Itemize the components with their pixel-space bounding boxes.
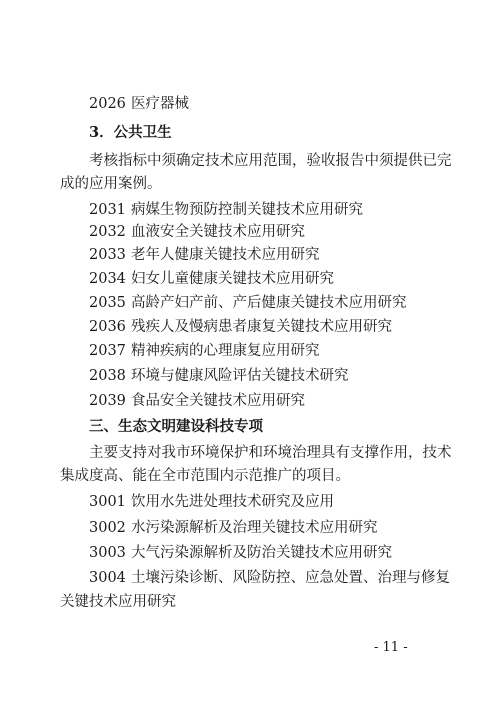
item-code: 3001: [89, 494, 126, 510]
list-item: [89, 201, 363, 219]
item-code: 3003: [89, 545, 126, 561]
item-text: 大气污染源解析及防治关键技术应用研究: [131, 545, 392, 561]
item-code: 2039: [89, 393, 126, 409]
list-item: [89, 493, 334, 511]
list-item: [89, 246, 320, 264]
list-item: [89, 270, 334, 288]
item-code: 3002: [89, 520, 126, 536]
item-text: 老年人健康关键技术应用研究: [131, 247, 320, 263]
item-2026: [89, 95, 189, 113]
list-item: [89, 367, 349, 385]
list-item: [89, 318, 392, 336]
item-code: 2032: [89, 224, 126, 240]
item-text: 病媒生物预防控制关键技术应用研究: [131, 202, 363, 218]
item-text: 血液安全关键技术应用研究: [131, 224, 305, 240]
list-item: [89, 569, 450, 587]
item-code: 3004: [89, 570, 126, 586]
item-text: 高龄产妇产前、产后健康关键技术应用研究: [131, 295, 407, 311]
item-code: 2034: [89, 271, 126, 287]
page-number: - 11 -: [374, 640, 408, 655]
list-item: [89, 223, 305, 241]
paragraph-line-2: 成的应用案例。: [60, 176, 162, 192]
paragraph-line-2: 集成度高、能在全市范围内示范推广的项目。: [60, 468, 350, 484]
item-code: 2031: [89, 202, 126, 218]
item-code: 2037: [89, 343, 126, 359]
item-text: 环境与健康风险评估关键技术研究: [131, 368, 349, 384]
list-item: [89, 294, 407, 312]
item-text: 饮用水先进处理技术研究及应用: [131, 494, 334, 510]
list-item: [89, 544, 392, 562]
item-code: 2035: [89, 295, 126, 311]
item-text: 精神疾病的心理康复应用研究: [131, 343, 320, 359]
item-code: 2036: [89, 319, 126, 335]
item-text: 水污染源解析及治理关键技术应用研究: [131, 520, 378, 536]
list-item: [89, 342, 320, 360]
item-text: 残疾人及慢病患者康复关键技术应用研究: [131, 319, 392, 335]
heading-public-health: 3．公共卫生: [89, 124, 172, 141]
list-item: [89, 392, 305, 410]
paragraph-line-1: 主要支持对我市环境保护和环境治理具有支撑作用，技术: [89, 445, 452, 461]
item-code: 2026: [89, 96, 126, 112]
item-text: 医疗器械: [131, 96, 189, 112]
item-text: 妇女儿童健康关键技术应用研究: [131, 271, 334, 287]
list-item-continuation: 关键技术应用研究: [60, 594, 176, 610]
heading-ecology: 三、生态文明建设科技专项: [89, 418, 263, 435]
list-item: [89, 519, 378, 537]
item-text: 食品安全关键技术应用研究: [131, 393, 305, 409]
item-code: 2038: [89, 368, 126, 384]
paragraph-line-1: 考核指标中须确定技术应用范围，验收报告中须提供已完: [89, 153, 452, 169]
item-code: 2033: [89, 247, 126, 263]
item-text: 土壤污染诊断、风险防控、应急处置、治理与修复: [131, 570, 450, 586]
